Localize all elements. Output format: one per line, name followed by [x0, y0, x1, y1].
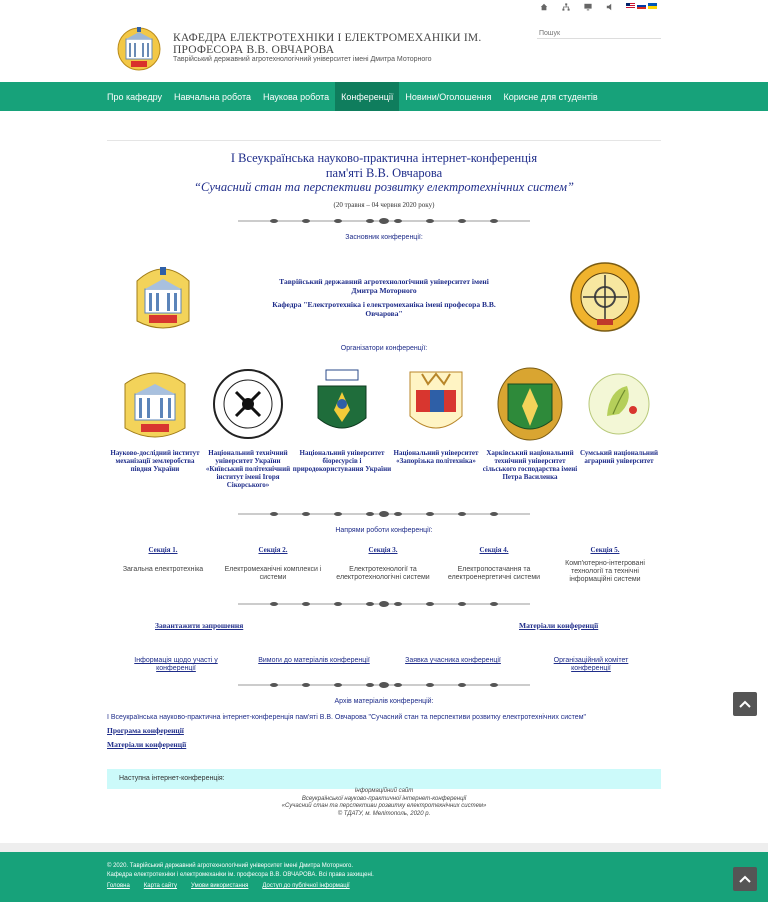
footer-link-terms[interactable]: Умови використання	[191, 883, 249, 889]
organizers-label: Організатори конференції:	[340, 345, 428, 352]
utility-icons	[533, 2, 621, 11]
conference-dates: (20 травня – 04 червня 2020 року)	[333, 201, 435, 209]
section-4	[439, 546, 549, 582]
section-description: Електротехнології та електротехнологічні системи	[336, 566, 430, 581]
archive-label: Архів матеріалів конференцій:	[334, 698, 434, 705]
ornament-divider	[238, 681, 530, 689]
lang-ru-flag[interactable]	[637, 3, 646, 9]
site-footer	[0, 852, 768, 902]
application-form-link[interactable]: Заявка учасника конференції	[405, 657, 501, 664]
conference-title-line1: I Всеукраїнська науково-практична інтернет-конференція	[230, 151, 538, 165]
conference-title-line3: “Сучасний стан та перспективи розвитку електротехнічних систем”	[194, 180, 574, 194]
download-invitation-link[interactable]: Завантажити запрошення	[155, 621, 244, 630]
sitemap-icon[interactable]	[555, 2, 577, 11]
search-input[interactable]	[537, 26, 661, 42]
section-title[interactable]: Секція 4.	[479, 546, 509, 554]
chevron-up-icon	[739, 875, 751, 883]
nav-education[interactable]: Навчальна робота	[174, 91, 251, 102]
participation-info-link[interactable]: Інформація щодо участі у конференції	[134, 657, 218, 672]
footer-scroll-top-button[interactable]	[733, 867, 757, 891]
section-description: Загальна електротехніка	[122, 566, 204, 573]
requirements-link[interactable]: Вимоги до матеріалів конференції	[258, 657, 370, 664]
lang-ua-flag[interactable]	[648, 3, 657, 9]
nav-about[interactable]: Про кафедру	[107, 91, 162, 102]
home-icon[interactable]	[533, 2, 555, 11]
archive-materials-link[interactable]: Матеріали конференції	[107, 740, 187, 749]
section-2	[218, 546, 328, 582]
ornament-divider	[238, 510, 530, 518]
footer-link-home[interactable]: Головна	[107, 883, 130, 889]
footer-link-public-info[interactable]: Доступ до публічної інформації	[262, 883, 350, 889]
organizer-2[interactable]	[198, 366, 298, 489]
info-line: Всеукраїнської науково-практичної інтернет-конференції	[301, 795, 467, 802]
founder-department: Кафедра "Електротехніка і електромеханіка імені професора В.В. Овчарова"	[272, 300, 496, 318]
organizer-emblem-1	[119, 366, 191, 444]
next-conference-label: Наступна інтернет-конференція:	[119, 775, 225, 782]
section-description: Електромеханічні комплекси і системи	[224, 566, 322, 581]
site-header	[0, 14, 768, 83]
footer-divider	[0, 843, 768, 852]
organizer-emblem-5	[494, 366, 566, 444]
main-navigation	[0, 82, 768, 111]
organizing-committee-link[interactable]: Організаційний комітет конференції	[553, 657, 629, 672]
scroll-to-top-button[interactable]	[733, 692, 757, 716]
organizer-name-1: Науково-дослідний інститут механізації землеробства півдня України	[110, 449, 200, 473]
copyright	[107, 862, 374, 880]
copyright-line: Кафедра електротехніки і електромеханіки ім. професора В.В. ОВЧАРОВА. Всі права захищені.	[107, 872, 374, 878]
copyright-line: © 2020. Таврійський державний агротехнологічний університет імені Дмитра Моторного.	[107, 863, 354, 869]
organizer-name-3: Національний університет біоресурсів і природокористування України	[292, 449, 392, 473]
university-logo[interactable]	[117, 23, 161, 75]
nav-news[interactable]: Новини/Оголошення	[405, 91, 492, 102]
footer-link-sitemap[interactable]: Карта сайту	[143, 883, 178, 889]
department-title: КАФЕДРА ЕЛЕКТРОТЕХНІКИ І ЕЛЕКТРОМЕХАНІКИ ІМ. ПРОФЕСОРА В.В. ОВЧАРОВА	[173, 32, 482, 56]
section-1	[108, 546, 218, 574]
info-line: Інформаційний сайт	[354, 788, 414, 794]
university-subtitle: Таврійський державний агротехнологічний університет імені Дмитра Моторного	[173, 56, 432, 63]
section-3	[328, 546, 438, 582]
info-line: «Сучасний стан та перспективи розвитку електротехнічних систем»	[281, 803, 487, 809]
organizer-emblem-4	[400, 366, 472, 444]
founder-university: Таврійський державний агротехнологічний університет імені Дмитра Моторного	[279, 277, 489, 295]
section-title[interactable]: Секція 1.	[148, 546, 178, 554]
organizer-6[interactable]	[569, 366, 669, 465]
archive-entry: I Всеукраїнська науково-практична інтернет-конференція пам'яті В.В. Овчарова "Сучасний стан та перспективи розвитку електротехнічних систем"	[107, 714, 586, 721]
organizer-name-6: Сумський національний аграрний університет	[579, 449, 659, 465]
top-utility-bar	[0, 0, 768, 14]
next-conference-bar	[107, 769, 661, 789]
ornament-divider	[238, 600, 530, 608]
organizer-emblem-6	[583, 366, 655, 444]
directions-label: Напрями роботи конференції:	[335, 527, 433, 534]
section-title[interactable]: Секція 3.	[368, 546, 398, 554]
lang-en-flag[interactable]	[626, 3, 635, 9]
nav-research[interactable]: Наукова робота	[263, 91, 330, 102]
info-line: © ТДАТУ, м. Мелітополь, 2020 р.	[337, 810, 431, 817]
monitor-icon[interactable]	[577, 2, 599, 11]
nav-conferences[interactable]: Конференції	[335, 82, 399, 111]
footer-links	[107, 883, 350, 889]
organizer-5[interactable]	[480, 366, 580, 481]
archive-program-link[interactable]: Програма конференції	[107, 726, 184, 735]
info-site-block	[107, 788, 661, 818]
divider	[107, 140, 661, 141]
organizer-1[interactable]	[105, 366, 205, 473]
founder-text	[270, 277, 498, 318]
conference-title	[107, 151, 661, 209]
section-title[interactable]: Секція 2.	[258, 546, 288, 554]
organizer-4[interactable]	[386, 366, 486, 465]
organizer-3[interactable]	[292, 366, 392, 473]
conference-materials-link[interactable]: Матеріали конференції	[519, 621, 599, 630]
ornament-divider	[238, 217, 530, 225]
section-title[interactable]: Секція 5.	[590, 546, 620, 554]
organizer-emblem-2	[212, 366, 284, 444]
chevron-up-icon	[739, 700, 751, 708]
section-description: Комп'ютерно-інтегровані технології та технічні інформаційні системи	[565, 560, 645, 583]
section-description: Електропостачання та електроенергетичні системи	[447, 566, 541, 581]
language-switcher	[626, 3, 657, 9]
nav-students[interactable]: Корисне для студентів	[503, 91, 598, 102]
organizer-name-5: Харківський національний технічний університет сільського господарства імені Петра Василенка	[482, 449, 578, 481]
search-box	[537, 22, 661, 39]
founder-label: Засновник конференції:	[345, 234, 423, 241]
section-5	[550, 546, 660, 584]
conference-title-line2: пам'яті В.В. Овчарова	[325, 166, 443, 180]
sound-icon[interactable]	[599, 2, 621, 11]
organizer-name-2: Національний технічний університет України «Київський політехнічний інститут імені Ігоря Сікорського»	[205, 449, 291, 489]
tsatu-emblem[interactable]	[131, 261, 195, 333]
organizer-emblem-3	[306, 366, 378, 444]
organizer-name-4: Національний університет «Запорізька політехніка»	[393, 449, 479, 465]
department-emblem[interactable]	[569, 261, 641, 333]
